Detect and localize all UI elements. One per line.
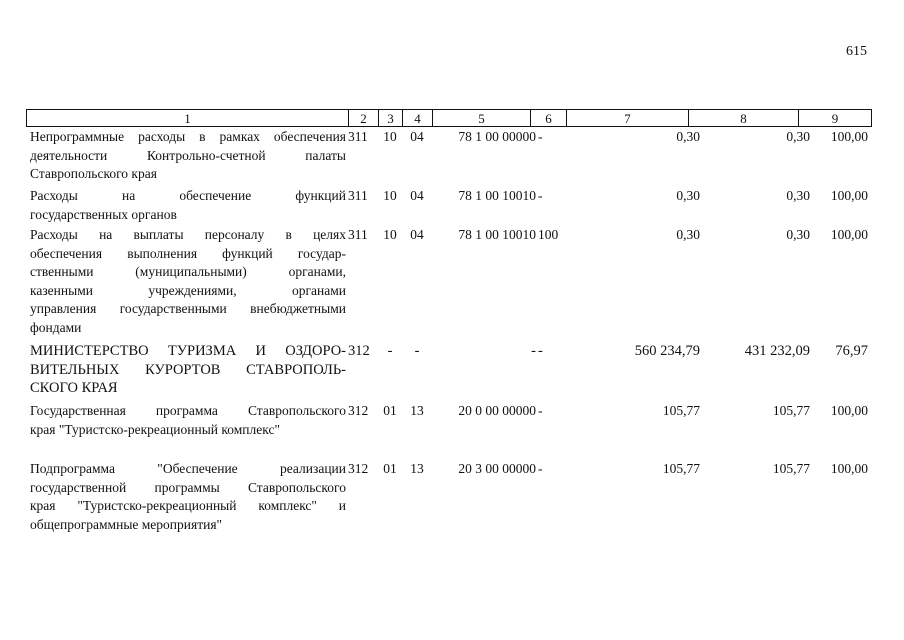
row-name-line: МИНИСТЕРСТВО ТУРИЗМА И ОЗДОРО-	[30, 343, 346, 359]
cell-col-8: 0,30	[786, 227, 810, 242]
cell-col-4: 04	[410, 129, 424, 144]
cell-col-3: 01	[383, 403, 397, 418]
cell-col-3: 10	[383, 129, 397, 144]
cell-col-7: 0,30	[676, 227, 700, 242]
page-number: 615	[846, 44, 867, 59]
cell-col-8: 0,30	[786, 188, 810, 203]
cell-col-9: 76,97	[835, 343, 868, 359]
cell-col-5: -	[531, 343, 536, 359]
row-name-line: управления государственными внебюджетными	[30, 301, 346, 316]
cell-col-3: 10	[383, 227, 397, 242]
cell-col-5: 20 0 00 00000	[458, 403, 536, 418]
row-name-line: Непрограммные расходы в рамках обеспечения	[30, 129, 346, 144]
row-name-line: фондами	[30, 319, 82, 335]
row-name-line: Ставропольского края	[30, 166, 157, 181]
cell-col-6: -	[538, 343, 543, 359]
row-name-line: государственной программы Ставропольского	[30, 479, 346, 495]
cell-col-4: 04	[410, 188, 424, 203]
cell-col-3: 10	[383, 188, 397, 203]
cell-col-8: 105,77	[772, 403, 810, 418]
cell-col-6: -	[538, 188, 543, 203]
row-name-line: Расходы на выплаты персоналу в целях	[30, 227, 346, 242]
row-name-line: ственными (муниципальными) органами,	[30, 264, 346, 279]
cell-col-9: 100,00	[830, 461, 868, 476]
row-name-line: государственных органов	[30, 206, 177, 222]
row-name-line: ВИТЕЛЬНЫХ КУРОРТОВ СТАВРОПОЛЬ-	[30, 361, 346, 378]
cell-col-7: 560 234,79	[634, 343, 700, 359]
cell-col-4: 13	[410, 461, 424, 476]
cell-col-5: 78 1 00 10010	[458, 188, 536, 203]
cell-col-2: 312	[348, 461, 369, 476]
cell-col-6: -	[538, 403, 543, 418]
header-col-6: 6	[530, 109, 566, 127]
cell-col-2: 312	[348, 343, 370, 359]
cell-col-8: 105,77	[772, 461, 810, 476]
header-col-3: 3	[378, 109, 402, 127]
row-name-line: обеспечения выполнения функций государ-	[30, 245, 346, 261]
header-col-5: 5	[432, 109, 530, 127]
row-name-line: края "Туристско-рекреационный комплекс"	[30, 421, 280, 437]
row-name-line: Расходы на обеспечение функций	[30, 188, 346, 203]
row-name-line: края "Туристско-рекреационный комплекс" и	[30, 498, 346, 513]
cell-col-6: -	[538, 129, 543, 144]
header-col-8: 8	[688, 109, 798, 127]
cell-col-5: 20 3 00 00000	[458, 461, 536, 476]
cell-col-6: 100	[538, 227, 559, 242]
row-name-line: Государственная программа Ставропольского	[30, 403, 346, 418]
row-name	[30, 187, 346, 224]
cell-col-7: 0,30	[676, 188, 700, 203]
cell-col-2: 311	[348, 188, 368, 203]
cell-col-2: 311	[348, 129, 368, 144]
row-name-line: деятельности Контрольно-счетной палаты	[30, 147, 346, 163]
cell-col-5: 78 1 00 00000	[458, 129, 536, 144]
header-col-2: 2	[348, 109, 378, 127]
cell-col-9: 100,00	[830, 129, 868, 144]
header-col-4: 4	[402, 109, 432, 127]
cell-col-7: 105,77	[662, 403, 700, 418]
row-name-line: СКОГО КРАЯ	[30, 380, 118, 396]
cell-col-5: 78 1 00 10010	[458, 227, 536, 242]
row-name	[30, 342, 346, 398]
cell-col-3: 01	[383, 461, 397, 476]
row-name	[30, 402, 346, 439]
cell-col-9: 100,00	[830, 227, 868, 242]
header-col-7: 7	[566, 109, 688, 127]
cell-col-6: -	[538, 461, 543, 476]
row-name-line: общепрограммные мероприятия"	[30, 516, 223, 532]
table-header-row	[26, 109, 872, 127]
cell-col-2: 312	[348, 403, 369, 418]
cell-col-9: 100,00	[830, 188, 868, 203]
cell-col-8: 431 232,09	[744, 343, 810, 359]
cell-col-3: -	[387, 343, 393, 359]
cell-col-4: 13	[410, 403, 424, 418]
row-name-line: казенными учреждениями, органами	[30, 282, 346, 298]
row-name	[30, 226, 346, 337]
row-name-line: Подпрограмма "Обеспечение реализации	[30, 461, 346, 476]
cell-col-7: 0,30	[676, 129, 700, 144]
header-col-1: 1	[26, 109, 348, 127]
cell-col-9: 100,00	[830, 403, 868, 418]
cell-col-4: 04	[410, 227, 424, 242]
cell-col-8: 0,30	[786, 129, 810, 144]
cell-col-7: 105,77	[662, 461, 700, 476]
cell-col-2: 311	[348, 227, 368, 242]
row-name	[30, 128, 346, 184]
cell-col-4: -	[414, 343, 420, 359]
row-name	[30, 460, 346, 534]
header-col-9: 9	[798, 109, 872, 127]
